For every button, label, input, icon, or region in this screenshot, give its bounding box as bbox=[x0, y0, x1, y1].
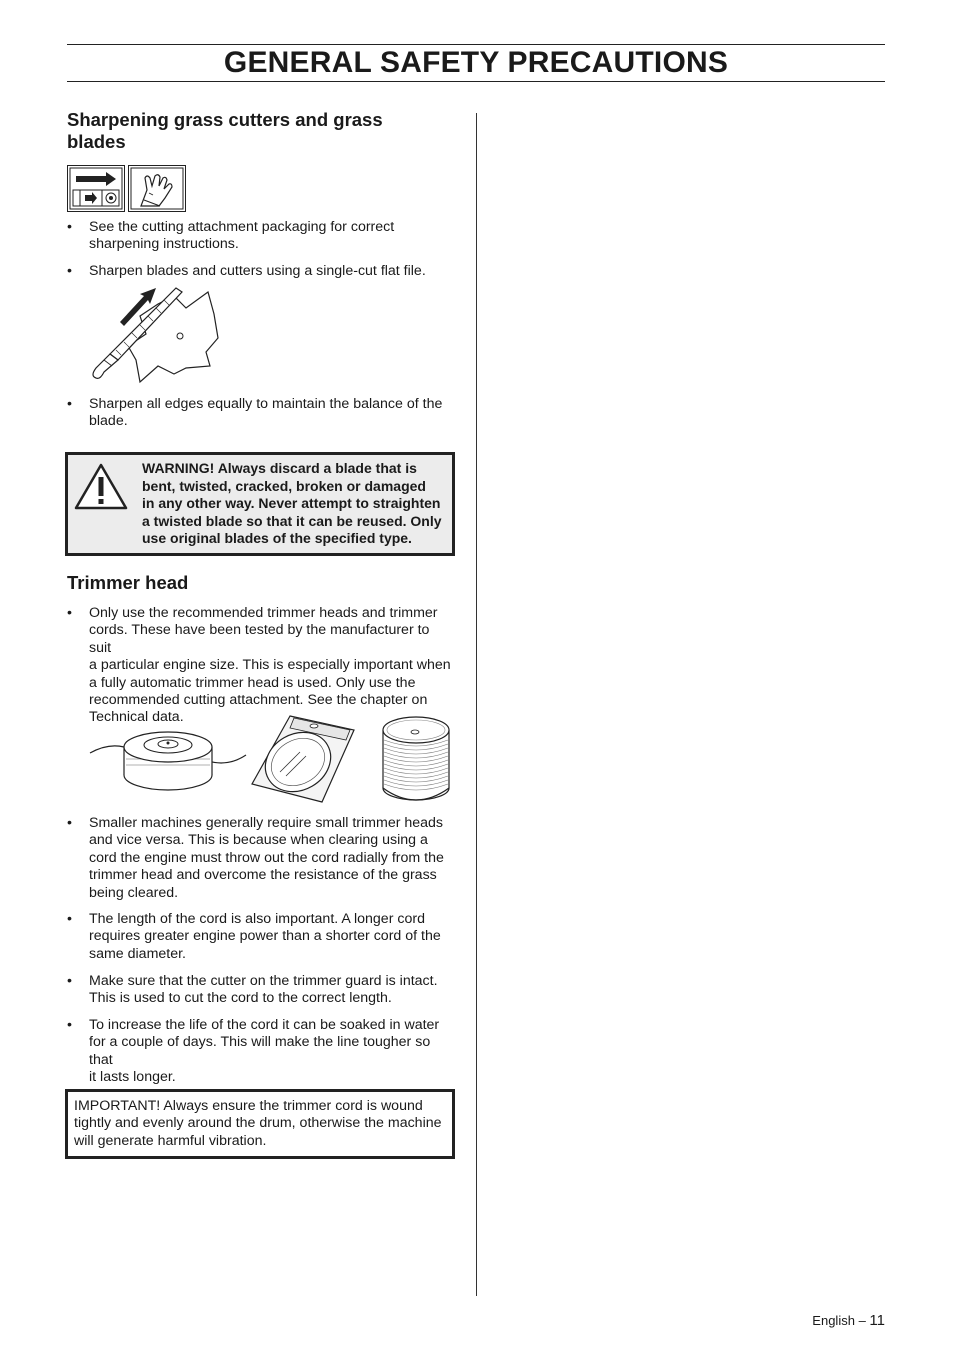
bullet-dot: • bbox=[67, 605, 72, 621]
bullet-dot: • bbox=[67, 1017, 72, 1033]
text-line: Only use the recommended trimmer heads and trimmer bbox=[89, 605, 438, 621]
bullet-dot: • bbox=[67, 263, 72, 279]
page-footer bbox=[812, 1312, 885, 1329]
warning-text bbox=[142, 460, 448, 548]
text-line: cords. These have been tested by the manufacturer to suit bbox=[89, 622, 430, 656]
text-line: trimmer head and overcome the resistance of the grass bbox=[89, 867, 437, 884]
text-line: for a couple of days. This will make the line tougher so that bbox=[89, 1034, 431, 1068]
bullet-dot: • bbox=[67, 911, 72, 927]
text-line: This is used to cut the cord to the correct length. bbox=[89, 990, 392, 1007]
text-line: it lasts longer. bbox=[89, 1069, 176, 1086]
text-line: requires greater engine power than a shorter cord of the bbox=[89, 928, 441, 945]
page-title: GENERAL SAFETY PRECAUTIONS bbox=[223, 46, 729, 79]
column-divider bbox=[476, 113, 477, 1296]
text-line: being cleared. bbox=[89, 884, 179, 901]
trimmer-head-illustration bbox=[88, 725, 248, 795]
text-line: same diameter. bbox=[89, 945, 186, 962]
list-item bbox=[67, 973, 455, 1008]
section-heading-trimmer-head: Trimmer head bbox=[67, 572, 189, 593]
text-line: cord the engine must throw out the cord radially from the bbox=[89, 849, 444, 866]
cord-spool-illustration bbox=[381, 714, 451, 804]
text-line: tightly and evenly around the drum, otherwise the machine bbox=[74, 1115, 442, 1132]
list-item bbox=[67, 911, 455, 963]
footer-separator: – bbox=[858, 1313, 866, 1328]
important-text bbox=[74, 1098, 450, 1150]
read-instructions-icon bbox=[67, 165, 125, 212]
footer-language: English bbox=[812, 1313, 855, 1328]
text-line: IMPORTANT! Always ensure the trimmer cord is wound bbox=[74, 1098, 423, 1114]
text-line: use original blades of the specified type. bbox=[142, 530, 412, 547]
warning-box bbox=[65, 452, 455, 556]
bullet-dot: • bbox=[67, 973, 72, 989]
list-item bbox=[67, 815, 455, 902]
text-line: and vice versa. This is because when clearing using a bbox=[89, 832, 428, 849]
header-rule-bottom bbox=[67, 81, 885, 82]
heading-line: Sharpening grass cutters and grass bbox=[67, 109, 383, 130]
list-item bbox=[67, 396, 455, 431]
text-line: Make sure that the cutter on the trimmer guard is intact. bbox=[89, 973, 438, 989]
cord-package-illustration bbox=[250, 714, 356, 804]
text-line: blade. bbox=[89, 413, 128, 430]
text-line: Sharpen blades and cutters using a single-cut flat file. bbox=[89, 263, 426, 279]
text-line: in any other way. Never attempt to straighten bbox=[142, 495, 441, 512]
text-line: bent, twisted, cracked, broken or damaged bbox=[142, 477, 426, 494]
text-line: See the cutting attachment packaging for correct bbox=[89, 219, 395, 235]
bullet-dot: • bbox=[67, 396, 72, 412]
section-heading-sharpening bbox=[67, 109, 383, 153]
text-line: recommended cutting attachment. See the chapter on bbox=[89, 692, 428, 709]
text-line: a twisted blade so that it can be reused. Only bbox=[142, 512, 442, 529]
warning-triangle-icon bbox=[73, 462, 129, 512]
bullet-dot: • bbox=[67, 219, 72, 235]
text-line: The length of the cord is also important. A longer cord bbox=[89, 911, 425, 927]
text-line: Sharpen all edges equally to maintain the balance of the bbox=[89, 396, 443, 412]
list-item bbox=[67, 1017, 455, 1087]
protective-glove-icon bbox=[128, 165, 186, 212]
heading-line: blades bbox=[67, 131, 126, 152]
text-line: To increase the life of the cord it can be soaked in water bbox=[89, 1017, 440, 1033]
text-line: a fully automatic trimmer head is used. Only use the bbox=[89, 674, 416, 691]
list-item bbox=[67, 263, 455, 280]
important-box bbox=[65, 1089, 455, 1159]
list-item bbox=[67, 605, 455, 727]
text-line: Smaller machines generally require small trimmer heads bbox=[89, 815, 444, 831]
text-line: a particular engine size. This is especially important when bbox=[89, 657, 451, 674]
file-sharpening-illustration bbox=[88, 286, 228, 386]
text-line: WARNING! Always discard a blade that is bbox=[142, 460, 417, 476]
text-line: sharpening instructions. bbox=[89, 236, 239, 253]
list-item bbox=[67, 219, 455, 254]
page-number: 11 bbox=[869, 1312, 885, 1329]
text-line: will generate harmful vibration. bbox=[74, 1132, 267, 1149]
header-rule-top bbox=[67, 44, 885, 45]
text-line: Technical data. bbox=[89, 709, 184, 726]
bullet-dot: • bbox=[67, 815, 72, 831]
